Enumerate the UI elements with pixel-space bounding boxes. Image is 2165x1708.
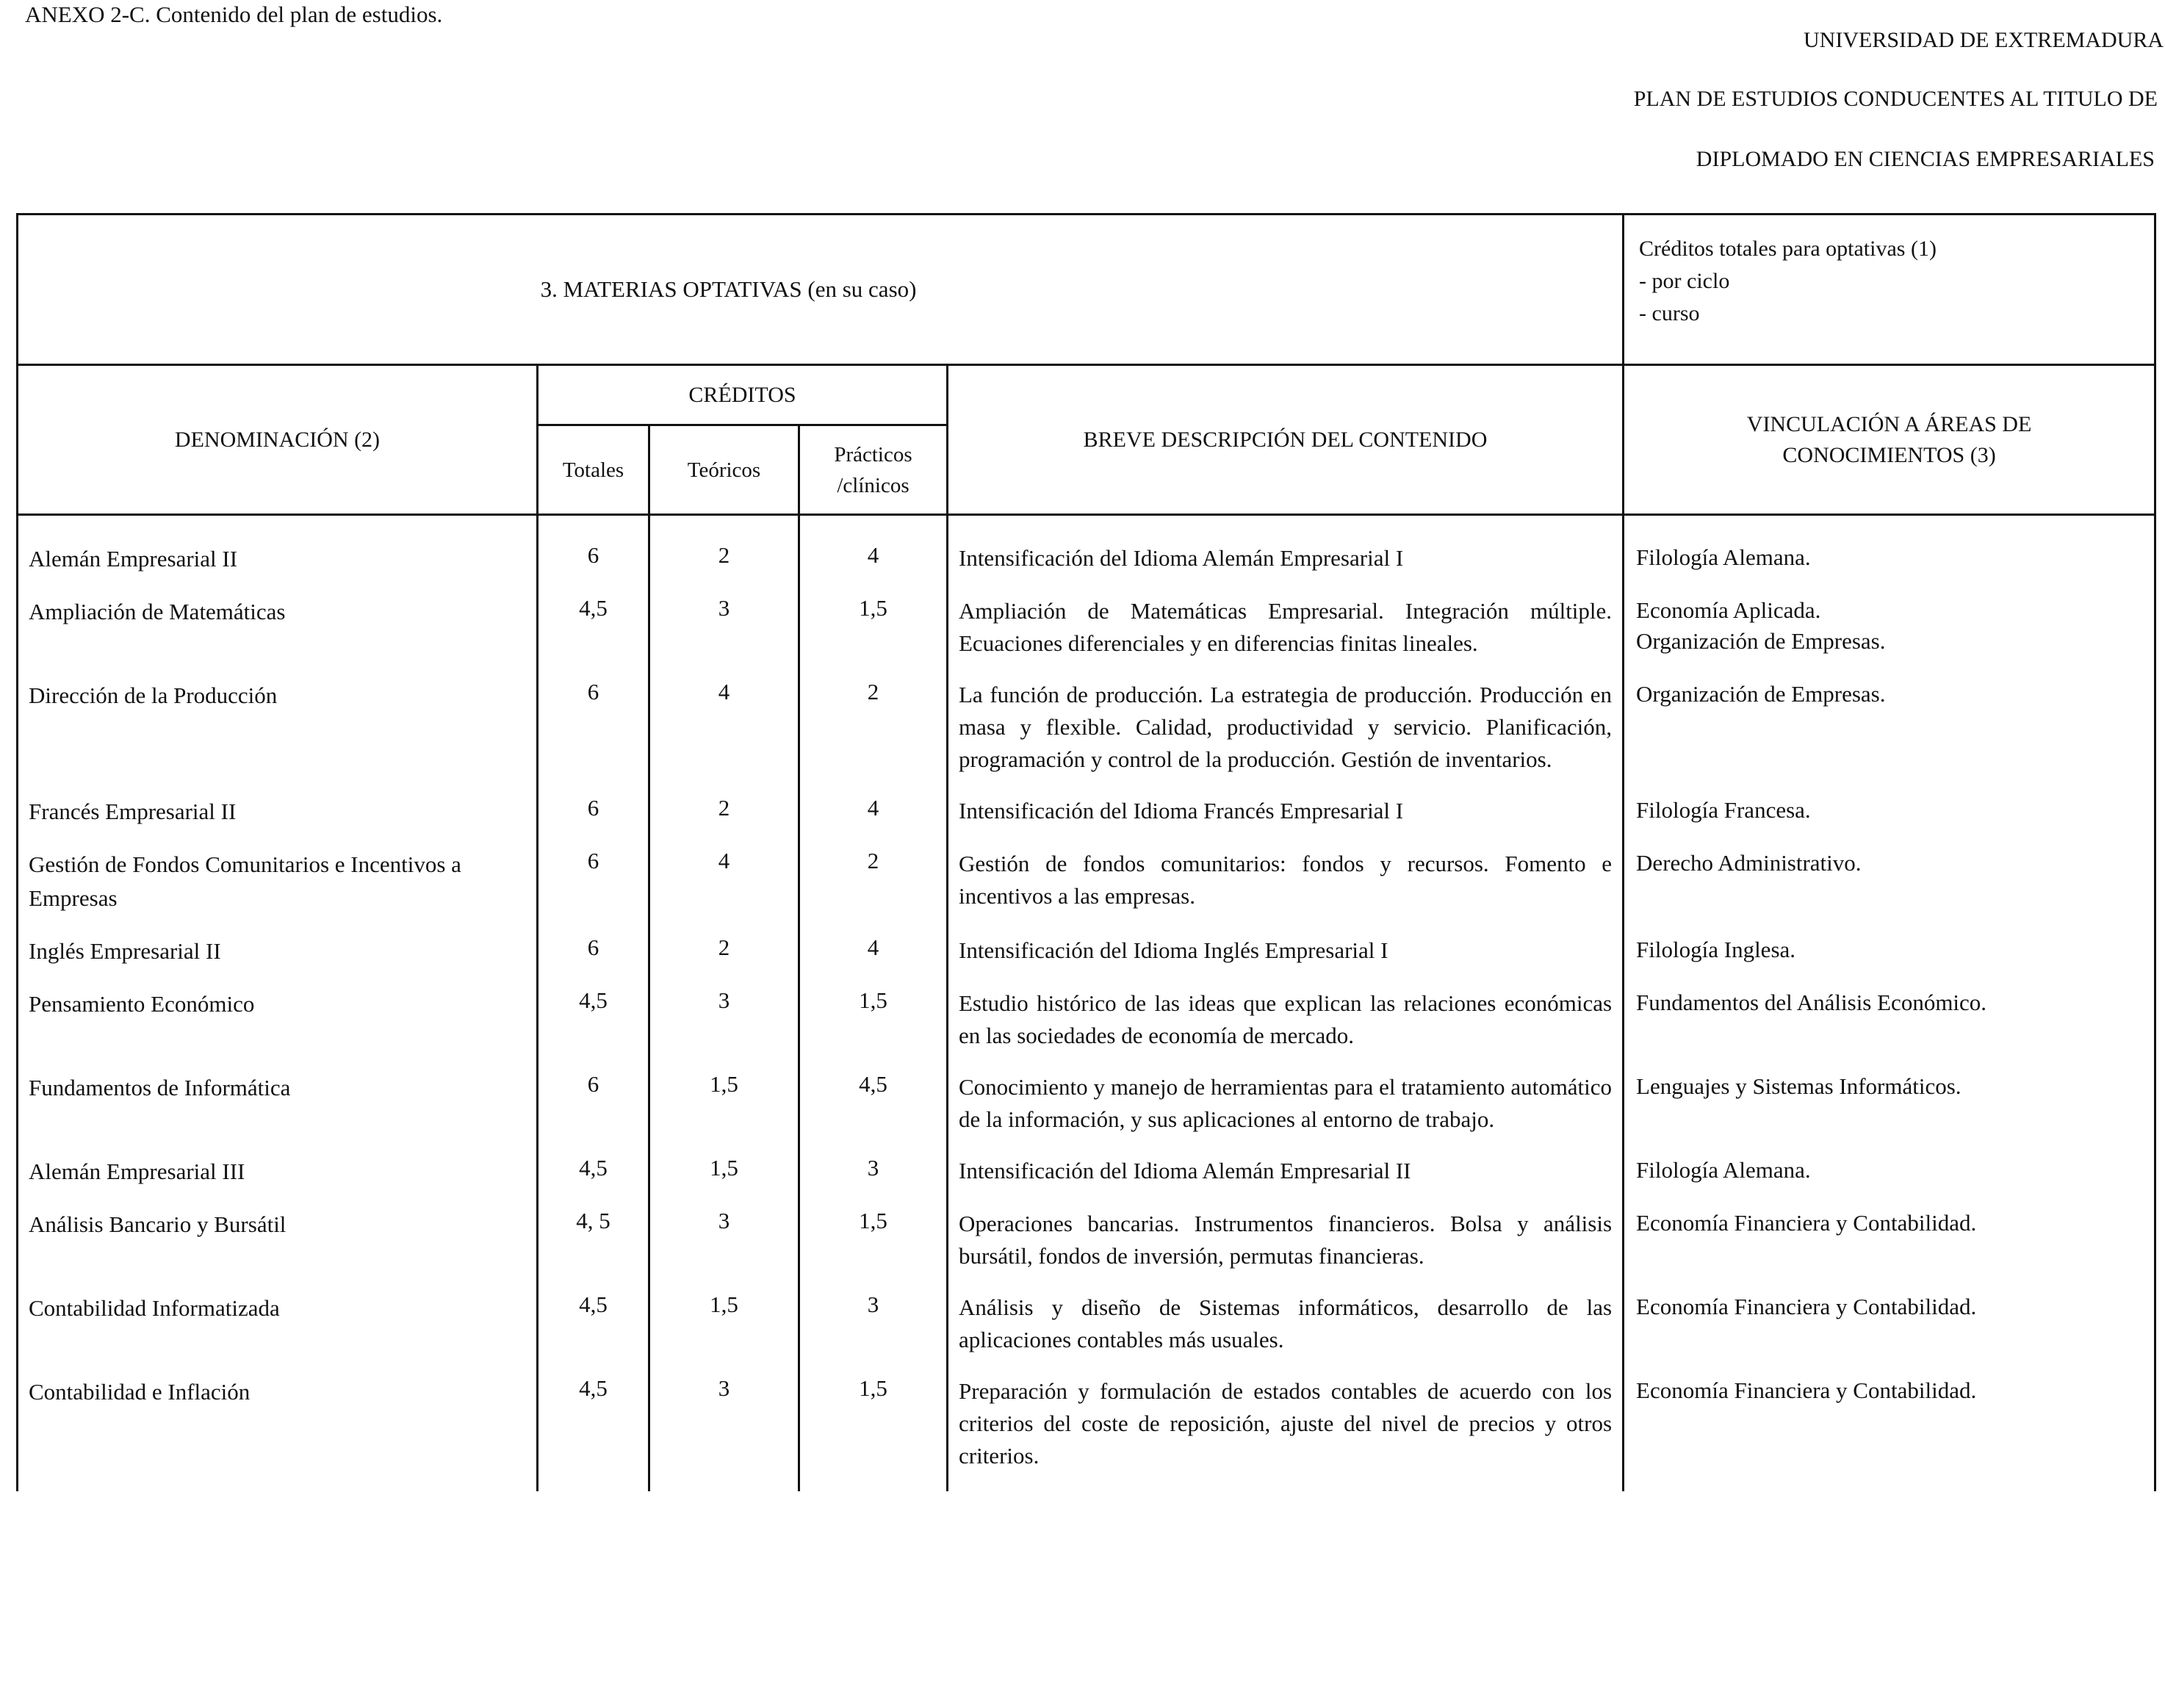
knowledge-area-line: Filología Alemana. bbox=[1636, 1157, 1811, 1183]
knowledge-area-line: Filología Inglesa. bbox=[1636, 937, 1796, 962]
knowledge-area-line: Filología Francesa. bbox=[1636, 797, 1811, 823]
col-header-name: DENOMINACIÓN (2) bbox=[18, 365, 538, 515]
credits-theory: 3 bbox=[649, 987, 799, 1071]
total-credits-box bbox=[1624, 215, 2155, 365]
subject-name: Pensamiento Económico bbox=[18, 987, 538, 1071]
subject-name: Ampliación de Matemáticas bbox=[18, 595, 538, 679]
content-description: Intensificación del Idioma Inglés Empresarial I bbox=[948, 934, 1624, 987]
content-description: Gestión de fondos comunitarios: fondos y recursos. Fomento e incentivos a las empresas. bbox=[948, 848, 1624, 934]
credits-theory: 4 bbox=[649, 679, 799, 795]
content-description: Estudio histórico de las ideas que explican las relaciones económicas en las sociedades de economía de mercado. bbox=[948, 987, 1624, 1071]
knowledge-area bbox=[1624, 1291, 2155, 1375]
knowledge-area bbox=[1624, 795, 2155, 848]
subject-name: Alemán Empresarial II bbox=[18, 515, 538, 596]
knowledge-area-line: Fundamentos del Análisis Económico. bbox=[1636, 990, 1987, 1015]
credits-totals: 6 bbox=[538, 679, 649, 795]
section-title: 3. MATERIAS OPTATIVAS (en su caso) bbox=[18, 215, 1624, 365]
knowledge-area bbox=[1624, 1375, 2155, 1491]
subject-name: Alemán Empresarial III bbox=[18, 1155, 538, 1208]
credits-practice: 4 bbox=[799, 795, 948, 848]
knowledge-area bbox=[1624, 848, 2155, 934]
content-description: Ampliación de Matemáticas Empresarial. Integración múltiple. Ecuaciones diferenciales y en diferencias finitas lineales. bbox=[948, 595, 1624, 679]
content-description: Preparación y formulación de estados contables de acuerdo con los criterios del coste de reposición, ajuste del nivel de precios y otros criterios. bbox=[948, 1375, 1624, 1491]
subject-name: Francés Empresarial II bbox=[18, 795, 538, 848]
knowledge-area-line: Economía Financiera y Contabilidad. bbox=[1636, 1210, 1977, 1236]
subject-name: Contabilidad Informatizada bbox=[18, 1291, 538, 1375]
knowledge-area bbox=[1624, 595, 2155, 679]
knowledge-area-line: Economía Financiera y Contabilidad. bbox=[1636, 1294, 1977, 1319]
content-description: Intensificación del Idioma Alemán Empresarial II bbox=[948, 1155, 1624, 1208]
credits-totals: 4,5 bbox=[538, 987, 649, 1071]
per-cycle-label: - por ciclo bbox=[1639, 269, 1730, 293]
knowledge-area-line: Organización de Empresas. bbox=[1636, 628, 1886, 654]
knowledge-area-line: Lenguajes y Sistemas Informáticos. bbox=[1636, 1073, 1962, 1099]
table-row bbox=[18, 1155, 2155, 1208]
credits-totals: 4,5 bbox=[538, 595, 649, 679]
col-header-theory: Teóricos bbox=[649, 425, 799, 515]
subject-name: Análisis Bancario y Bursátil bbox=[18, 1208, 538, 1291]
knowledge-area bbox=[1624, 987, 2155, 1071]
credits-practice: 1,5 bbox=[799, 1208, 948, 1291]
table-row bbox=[18, 679, 2155, 795]
knowledge-area bbox=[1624, 934, 2155, 987]
credits-totals: 4,5 bbox=[538, 1291, 649, 1375]
credits-theory: 4 bbox=[649, 848, 799, 934]
table-row bbox=[18, 595, 2155, 679]
content-description: Operaciones bancarias. Instrumentos financieros. Bolsa y análisis bursátil, fondos de inversión, permutas financieras. bbox=[948, 1208, 1624, 1291]
credits-theory: 2 bbox=[649, 934, 799, 987]
credits-totals: 6 bbox=[538, 848, 649, 934]
credits-practice: 3 bbox=[799, 1155, 948, 1208]
credits-totals: 6 bbox=[538, 1071, 649, 1155]
subject-name: Dirección de la Producción bbox=[18, 679, 538, 795]
credits-practice: 3 bbox=[799, 1291, 948, 1375]
table-row bbox=[18, 515, 2155, 596]
credits-totals: 6 bbox=[538, 795, 649, 848]
knowledge-area bbox=[1624, 1071, 2155, 1155]
knowledge-area-line: Derecho Administrativo. bbox=[1636, 850, 1862, 876]
subject-name: Gestión de Fondos Comunitarios e Incentivos a Empresas bbox=[18, 848, 538, 934]
area-header-line2: CONOCIMIENTOS (3) bbox=[1782, 442, 1996, 467]
credits-practice: 4,5 bbox=[799, 1071, 948, 1155]
subject-name: Contabilidad e Inflación bbox=[18, 1375, 538, 1491]
table-row bbox=[18, 1071, 2155, 1155]
university-name: UNIVERSIDAD DE EXTREMADURA bbox=[1804, 28, 2164, 52]
plan-title: PLAN DE ESTUDIOS CONDUCENTES AL TITULO DE bbox=[1633, 87, 2158, 111]
content-description: Conocimiento y manejo de herramientas para el tratamiento automático de la información, y sus aplicaciones al entorno de trabajo. bbox=[948, 1071, 1624, 1155]
total-credits-label: Créditos totales para optativas (1) bbox=[1639, 237, 1937, 261]
credits-totals: 4,5 bbox=[538, 1155, 649, 1208]
content-description: Intensificación del Idioma Francés Empresarial I bbox=[948, 795, 1624, 848]
subject-name: Inglés Empresarial II bbox=[18, 934, 538, 987]
table-row bbox=[18, 1375, 2155, 1491]
credits-theory: 3 bbox=[649, 595, 799, 679]
practice-header-line2: /clínicos bbox=[837, 473, 909, 497]
credits-totals: 6 bbox=[538, 934, 649, 987]
area-header-line1: VINCULACIÓN A ÁREAS DE bbox=[1746, 411, 2032, 436]
col-header-description: BREVE DESCRIPCIÓN DEL CONTENIDO bbox=[948, 365, 1624, 515]
content-description: Intensificación del Idioma Alemán Empresarial I bbox=[948, 515, 1624, 596]
col-header-totals: Totales bbox=[538, 425, 649, 515]
optional-subjects-table bbox=[16, 213, 2156, 1491]
col-header-practice bbox=[799, 425, 948, 515]
col-header-credits: CRÉDITOS bbox=[538, 365, 948, 425]
degree-title: DIPLOMADO EN CIENCIAS EMPRESARIALES bbox=[1696, 147, 2155, 171]
per-course-label: - curso bbox=[1639, 301, 1700, 325]
credits-practice: 2 bbox=[799, 848, 948, 934]
credits-totals: 6 bbox=[538, 515, 649, 596]
credits-theory: 1,5 bbox=[649, 1071, 799, 1155]
credits-practice: 1,5 bbox=[799, 1375, 948, 1491]
practice-header-line1: Prácticos bbox=[834, 442, 912, 466]
knowledge-area bbox=[1624, 1208, 2155, 1291]
knowledge-area-line: Filología Alemana. bbox=[1636, 544, 1811, 570]
table-row bbox=[18, 934, 2155, 987]
credits-practice: 1,5 bbox=[799, 595, 948, 679]
knowledge-area bbox=[1624, 515, 2155, 596]
credits-theory: 3 bbox=[649, 1208, 799, 1291]
credits-totals: 4,5 bbox=[538, 1375, 649, 1491]
credits-theory: 2 bbox=[649, 795, 799, 848]
annex-title: ANEXO 2-C. Contenido del plan de estudios. bbox=[25, 1, 443, 27]
table-row bbox=[18, 1208, 2155, 1291]
content-description: Análisis y diseño de Sistemas informáticos, desarrollo de las aplicaciones contables más usuales. bbox=[948, 1291, 1624, 1375]
table-body bbox=[18, 515, 2155, 1492]
knowledge-area-line: Economía Aplicada. bbox=[1636, 597, 1821, 623]
credits-practice: 4 bbox=[799, 515, 948, 596]
knowledge-area-line: Economía Financiera y Contabilidad. bbox=[1636, 1377, 1977, 1403]
credits-practice: 2 bbox=[799, 679, 948, 795]
table-row bbox=[18, 1291, 2155, 1375]
knowledge-area bbox=[1624, 1155, 2155, 1208]
table-row bbox=[18, 848, 2155, 934]
credits-totals: 4, 5 bbox=[538, 1208, 649, 1291]
credits-practice: 1,5 bbox=[799, 987, 948, 1071]
credits-theory: 1,5 bbox=[649, 1155, 799, 1208]
subject-name: Fundamentos de Informática bbox=[18, 1071, 538, 1155]
table-row bbox=[18, 987, 2155, 1071]
knowledge-area bbox=[1624, 679, 2155, 795]
col-header-area bbox=[1624, 365, 2155, 515]
credits-theory: 2 bbox=[649, 515, 799, 596]
credits-theory: 1,5 bbox=[649, 1291, 799, 1375]
content-description: La función de producción. La estrategia de producción. Producción en masa y flexible. Calidad, productividad y servicio. Planificación, programación y control de la producción. Gestión de inventarios. bbox=[948, 679, 1624, 795]
knowledge-area-line: Organización de Empresas. bbox=[1636, 681, 1886, 707]
credits-theory: 3 bbox=[649, 1375, 799, 1491]
table-row bbox=[18, 795, 2155, 848]
credits-practice: 4 bbox=[799, 934, 948, 987]
